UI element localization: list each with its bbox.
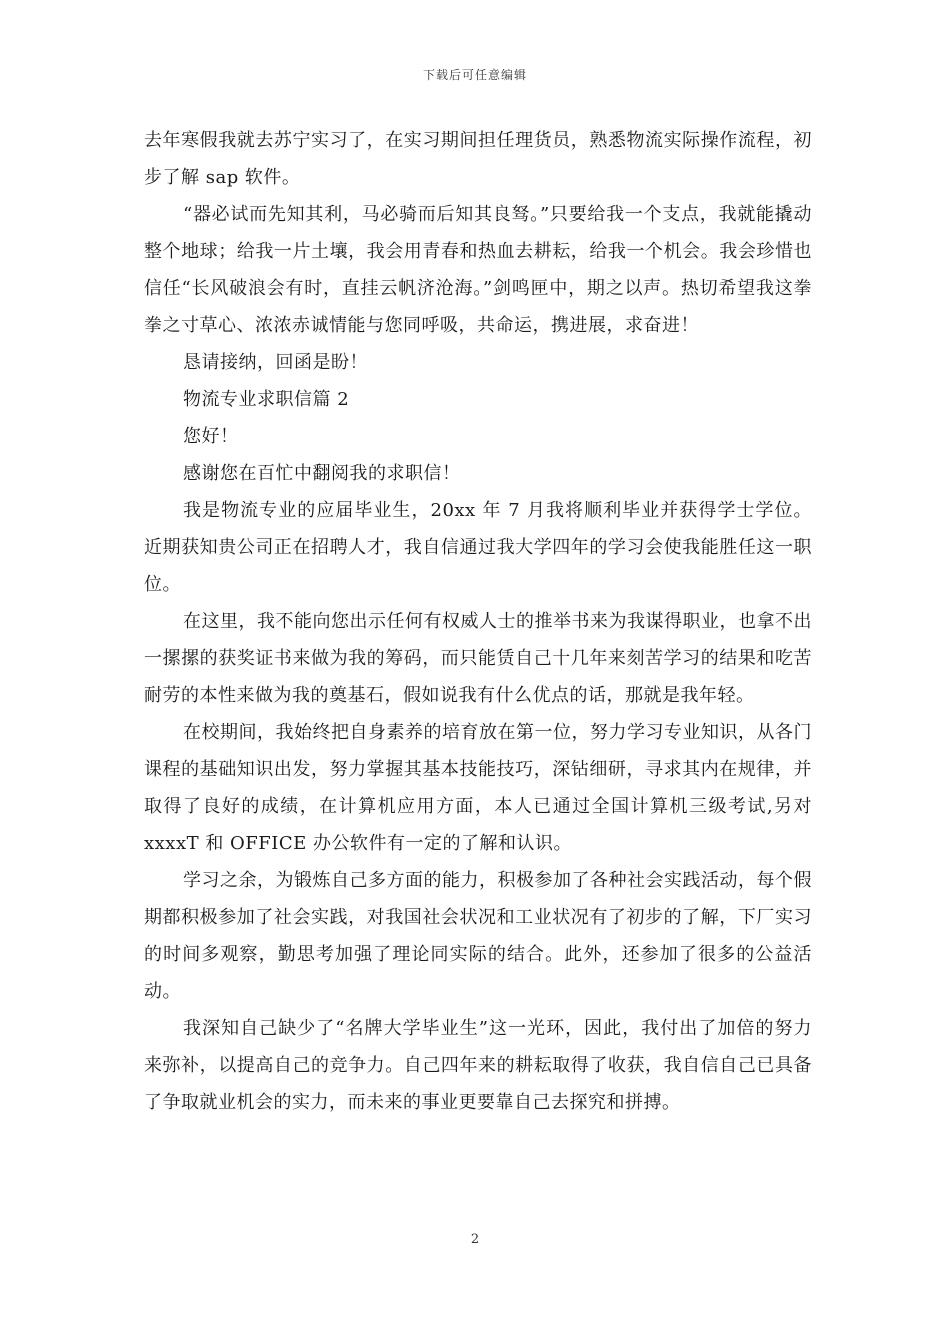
paragraph-internship: 去年寒假我就去苏宁实习了，在实习期间担任理货员，熟悉物流实际操作流程，初步了解 sap 软件。 [144, 130, 812, 188]
page-header: 下载后可任意编辑 [422, 68, 527, 82]
paragraph-foundation: 在这里，我不能向您出示任何有权威人士的推举书来为我谋得职业，也拿不出一摞摞的获奖证书来做为我的筹码，而只能赁自己十几年来刻苦学习的结果和吃苦耐劳的本性来做为我的奠基石，假如说我有什么优点的话，那就是我年轻。 [144, 611, 812, 706]
paragraph-aspiration: “器必试而先知其利，马必骑而后知其良驽。”只要给我一个支点，我就能撬动整个地球；给我一片土壤，我会用青春和热血去耕耘，给我一个机会。我会珍惜也信任“长风破浪会有时，直挂云帆济沧海。”剑鸣匣中，期之以声。热切希望我这拳拳之寸草心、浓浓赤诚情能与您同呼吸，共命运，携进展，求奋进！ [144, 204, 812, 336]
greeting: 您好！ [183, 426, 239, 447]
paragraph-activities: 学习之余，为锻炼自己多方面的能力，积极参加了各种社会实践活动，每个假期都积极参加了社会实践，对我国社会状况和工业状况有了初步的了解，下厂实习的时间多观察，勤思考加强了理论同实际的结合。此外，还参加了很多的公益活动。 [144, 870, 812, 1002]
document-body [144, 122, 812, 1121]
paragraph-thanks: 感谢您在百忙中翻阅我的求职信！ [183, 463, 461, 484]
paragraph-effort: 我深知自己缺少了“名牌大学毕业生”这一光环，因此，我付出了加倍的努力来弥补，以提高自己的竞争力。自己四年来的耕耘取得了收获，我自信自己已具备了争取就业机会的实力，而未来的事业更要靠自己去探究和拼搏。 [144, 1018, 812, 1113]
paragraph-introduction: 我是物流专业的应届毕业生，20xx 年 7 月我将顺利毕业并获得学士学位。近期获知贵公司正在招聘人才，我自信通过我大学四年的学习会使我能胜任这一职位。 [144, 500, 812, 595]
page-number: 2 [470, 1232, 480, 1247]
paragraph-closing-request: 恳请接纳，回函是盼！ [183, 352, 368, 373]
paragraph-studies: 在校期间，我始终把自身素养的培育放在第一位，努力学习专业知识，从各门课程的基础知识出发，努力掌握其基本技能技巧，深钻细研，寻求其内在规律，并取得了良好的成绩，在计算机应用方面，本人已通过全国计算机三级考试,另对 xxxxT 和 OFFICE 办公软件有一定的了解和认识。 [144, 722, 812, 854]
section-title: 物流专业求职信篇 2 [183, 389, 350, 410]
